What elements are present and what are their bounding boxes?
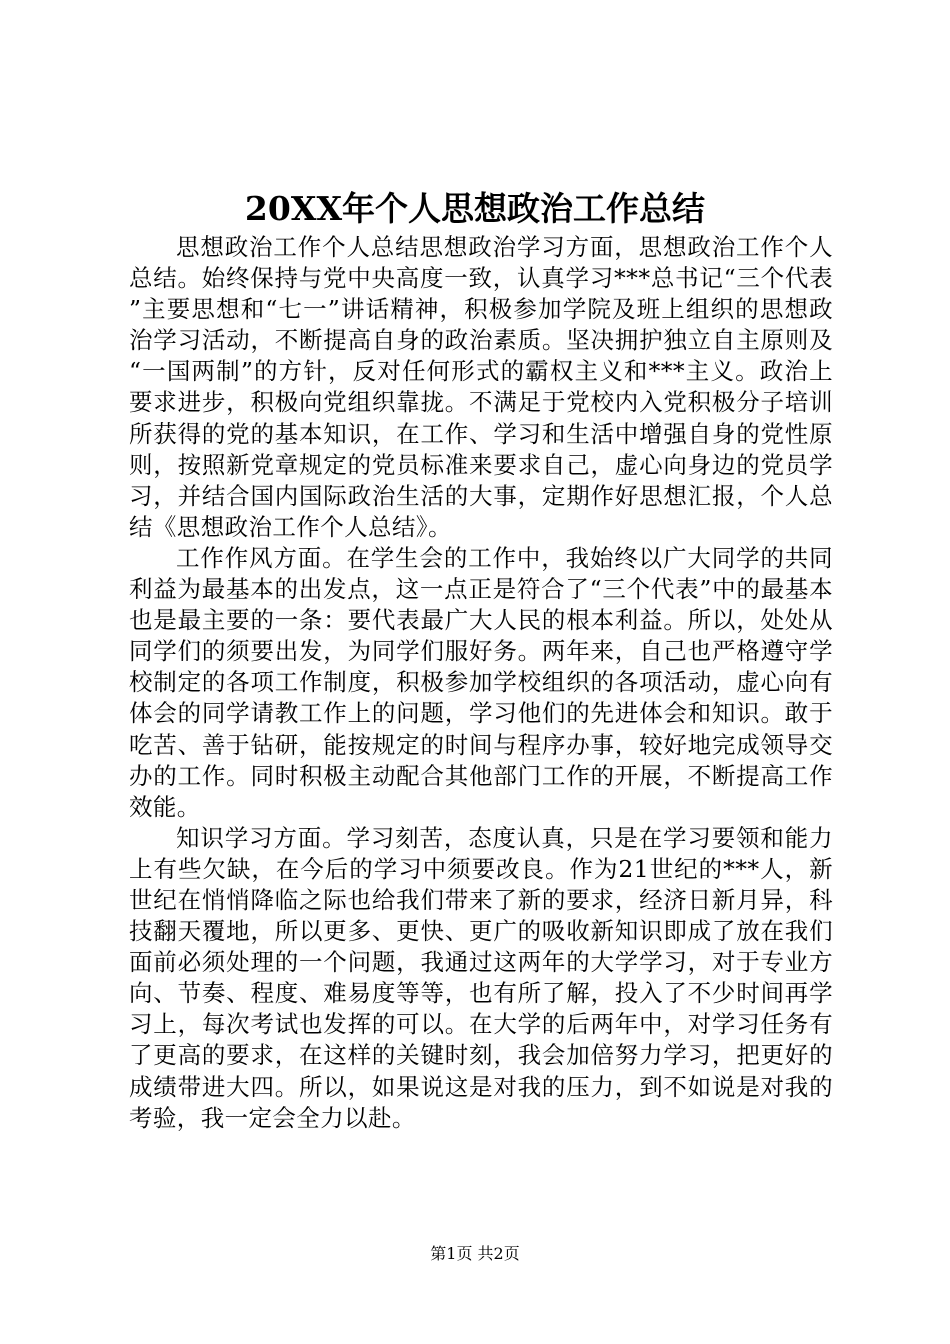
page-footer: 第1页 共2页 xyxy=(430,1244,520,1263)
document-title: 20XX年个人思想政治工作总结 xyxy=(244,189,706,228)
paragraph-work-style: 工作作风方面。在学生会的工作中，我始终以广大同学的共同利益为最基本的出发点，这一点正是符合了“三个代表”中的最基本也是最主要的一条：要代表最广大人民的根本利益。所以，处处从同学们的须要出发，为同学们服好务。两年来，自己也严格遵守学校制定的各项工作制度，积极参加学校组织的各项活动，虚心向有体会的同学请教工作上的问题，学习他们的先进体会和知识。敢于吃苦、善于钻研，能按规定的时间与程序办事，较好地完成领导交办的工作。同时积极主动配合其他部门工作的开展，不断提高工作效能。 xyxy=(129,543,833,821)
paragraph-knowledge-study: 知识学习方面。学习刻苦，态度认真，只是在学习要领和能力上有些欠缺，在今后的学习中须要改良。作为21世纪的***人，新世纪在悄悄降临之际也给我们带来了新的要求，经济日新月异，科技翻天覆地，所以更多、更快、更广的吸收新知识即成了放在我们面前必须处理的一个问题，我通过这两年的大学学习，对于专业方向、节奏、程度、难易度等等，也有所了解，投入了不少时间再学习上，每次考试也发挥的可以。在大学的后两年中，对学习任务有了更高的要求，在这样的关键时刻，我会加倍努力学习，把更好的成绩带进大四。所以，如果说这是对我的压力，到不如说是对我的考验，我一定会全力以赴。 xyxy=(129,823,833,1132)
paragraph-political-study: 思想政治工作个人总结思想政治学习方面，思想政治工作个人总结。始终保持与党中央高度一致，认真学习***总书记“三个代表”主要思想和“七一”讲话精神，积极参加学院及班上组织的思想政治学习活动，不断提高自身的政治素质。坚决拥护独立自主原则及“一国两制”的方针，反对任何形式的霸权主义和***主义。政治上要求进步，积极向党组织靠拢。不满足于党校内入党积极分子培训所获得的党的基本知识，在工作、学习和生活中增强自身的党性原则，按照新党章规定的党员标准来要求自己，虚心向身边的党员学习，并结合国内国际政治生活的大事，定期作好思想汇报，个人总结《思想政治工作个人总结》。 xyxy=(129,233,833,541)
document-body xyxy=(129,232,833,1134)
